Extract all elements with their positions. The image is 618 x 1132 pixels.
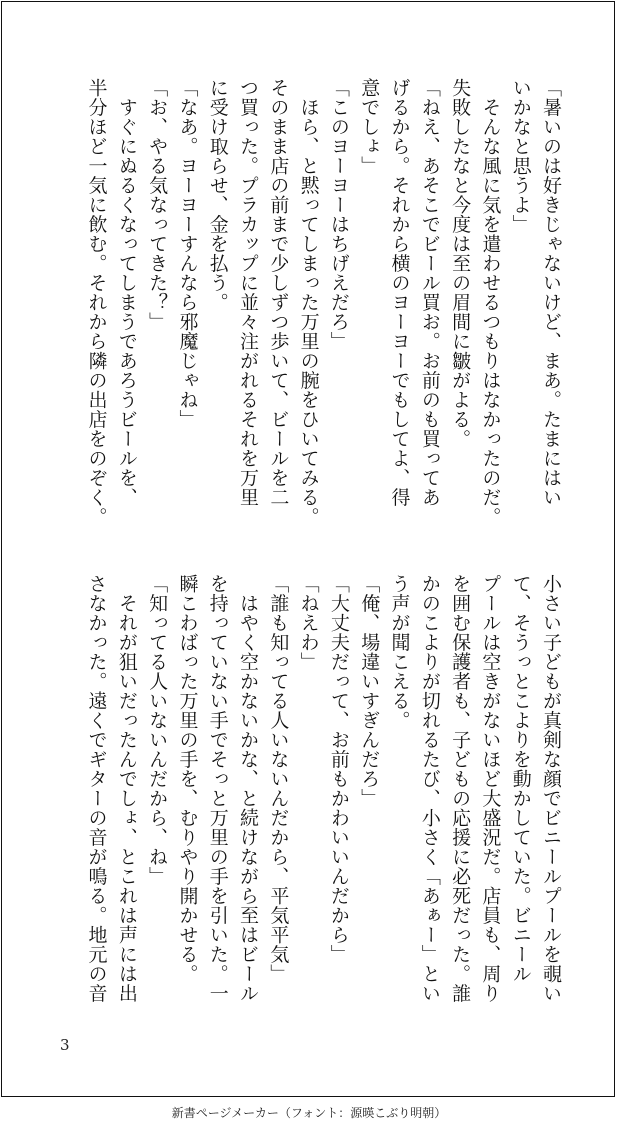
text-line: はやく空かないかな、と続けながら至はビール <box>237 574 260 1003</box>
page-frame <box>1 1 615 1097</box>
text-line: かのこよりが切れるたび、小さく「あぁー」とい <box>418 574 441 1003</box>
text-line: を囲む保護者も、子どもの応援に必死だった。誰 <box>449 574 472 1003</box>
text-line: 「このヨーヨーはちげえだろ」 <box>327 78 350 351</box>
footer-credit: 新書ページメーカー（フォント：源暎こぶり明朝） <box>171 1106 447 1120</box>
text-line: 「ねえわ」 <box>297 574 320 672</box>
text-line: 半分ほど一気に飲む。それから隣の出店をのぞく。 <box>85 78 108 527</box>
lower-text-block <box>81 574 566 1030</box>
text-line: げるから。それから横のヨーヨーでもしてよ、得 <box>388 78 411 507</box>
text-line: う声が聞こえる。 <box>388 574 411 730</box>
text-line: て、そうっとこよりを動かしていた。ビニール <box>509 574 532 984</box>
text-line: 「暑いのは好きじゃないけど、まあ。たまにはい <box>540 78 562 507</box>
text-line: つ買った。プラカップに並々注がれるそれを万里 <box>237 78 260 507</box>
text-line: プールは空きがないほど大盛況だ。店員も、周り <box>479 574 502 1003</box>
text-line: それが狙いだったんでしょ、とこれは声には出 <box>115 574 138 1003</box>
text-line: 「誰も知ってる人いないんだから、平気平気」 <box>267 574 290 984</box>
text-line: 失敗したなと今度は至の眉間に皺がよる。 <box>449 78 472 449</box>
text-line: 「お、やる気なってきた？」 <box>146 78 169 332</box>
text-line: 小さい子どもが真剣な顔でビニールプールを覗い <box>540 574 562 1003</box>
text-line: 「俺、場違いすぎんだろ」 <box>358 574 381 808</box>
text-line: 「ねえ、あそこでビール買お。お前のも買ってあ <box>418 78 441 507</box>
text-line: いかなと思うよ」 <box>509 78 532 234</box>
text-line: すぐにぬるくなってしまうであろうビールを、 <box>115 78 138 507</box>
text-line: そんな風に気を遣わせるつもりはなかったのだ。 <box>479 78 502 527</box>
upper-text-block <box>81 78 566 534</box>
text-line: 「知ってる人いないんだから、ね」 <box>146 574 169 886</box>
text-line: 「なあ。ヨーヨーすんなら邪魔じゃね」 <box>176 78 199 429</box>
text-line: 瞬こわばった万里の手を、むりやり開かせる。 <box>176 574 199 984</box>
text-line: ほら、と黙ってしまった万里の腕をひいてみる。 <box>297 78 320 527</box>
text-line: に受け取らせ、金を払う。 <box>206 78 229 312</box>
text-line: を持っていない手でそっと万里の手を引いた。一 <box>206 574 229 1003</box>
page-number: 3 <box>60 1036 70 1054</box>
text-line: 意でしょ」 <box>358 78 381 176</box>
text-line: さなかった。遠くでギターの音が鳴る。地元の音 <box>85 574 108 1003</box>
text-line: 「大丈夫だって、お前もかわいいんだから」 <box>327 574 350 964</box>
text-line: そのまま店の前まで少しずつ歩いて、ビールを二 <box>267 78 290 507</box>
